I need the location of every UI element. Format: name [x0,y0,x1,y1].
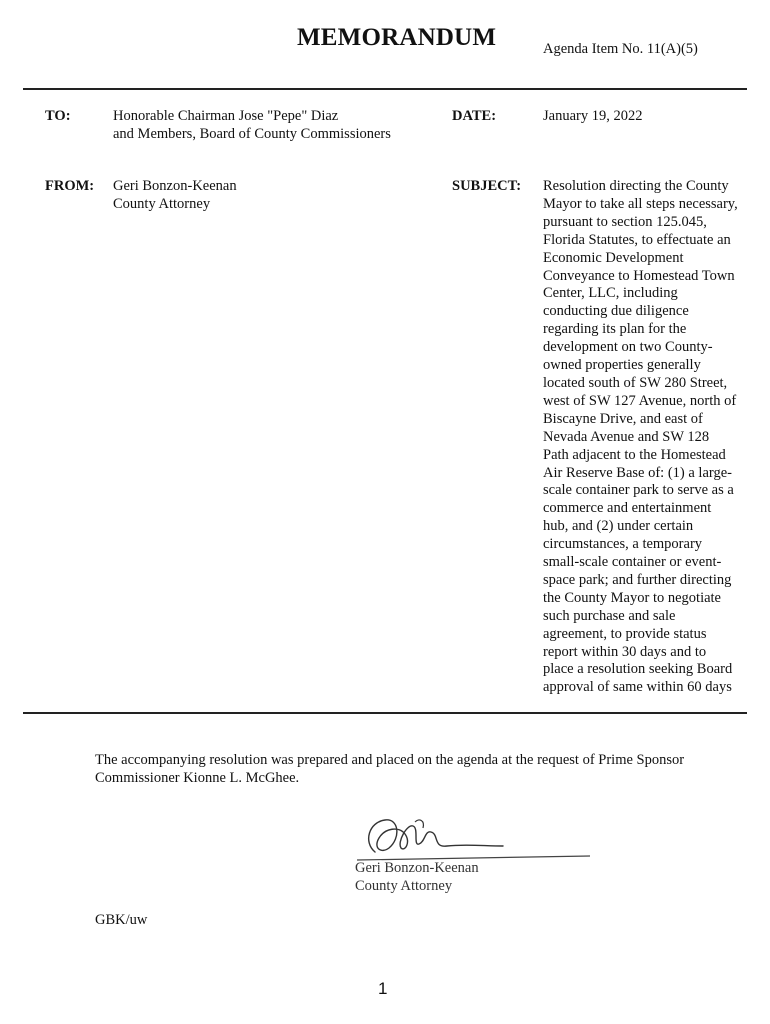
subject-label: SUBJECT: [452,178,522,194]
subject-line: Air Reserve Base of: (1) a large- [543,464,732,481]
subject-line: pursuant to section 125.045, [543,213,707,230]
subject-line: conducting due diligence [543,303,689,320]
from-sender [113,178,237,214]
subject-line: agreement, to provide status [543,625,707,642]
subject-line: the County Mayor to negotiate [543,589,721,606]
signer-title: County Attorney [355,878,453,894]
subject-line: such purchase and sale [543,607,676,624]
subject-line: scale container park to serve as a [543,482,734,499]
subject-line: Resolution directing the County [543,178,729,194]
subject-line: place a resolution seeking Board [543,661,733,678]
date-value: January 19, 2022 [543,108,643,124]
subject-line: Conveyance to Homestead Town [543,267,735,284]
subject-line: Biscayne Drive, and east of [543,410,703,427]
subject-line: Mayor to take all steps necessary, [543,195,738,212]
subject-text [543,178,753,697]
to-recipient [113,108,391,144]
agenda-item-number: Agenda Item No. 11(A)(5) [543,41,698,57]
signature-block [355,859,479,895]
initials: GBK/uw [95,912,148,928]
subject-line: circumstances, a temporary [543,536,703,553]
subject-divider [23,712,747,714]
header-divider [23,88,747,90]
page-number: 1 [378,979,388,998]
subject-line: hub, and (2) under certain [543,518,694,535]
signer-name: Geri Bonzon-Keenan [355,860,479,876]
date-label: DATE: [452,108,497,124]
handwritten-signature [355,812,595,864]
to-label: TO: [45,108,71,124]
subject-line: Center, LLC, including [543,285,678,302]
subject-line: Economic Development [543,249,684,266]
subject-line: development on two County- [543,339,713,356]
subject-line: report within 30 days and to [543,643,707,660]
subject-line: Nevada Avenue and SW 128 [543,428,710,445]
subject-line: owned properties generally [543,357,701,374]
body-line: Commissioner Kionne L. McGhee. [95,770,300,786]
subject-line: regarding its plan for the [543,321,687,338]
subject-line: Florida Statutes, to effectuate an [543,231,731,248]
subject-line: space park; and further directing [543,571,732,588]
body-paragraph [95,751,715,787]
subject-line: small-scale container or event- [543,554,722,571]
from-line: County Attorney [113,195,211,212]
subject-line: west of SW 127 Avenue, north of [543,392,737,409]
to-line: and Members, Board of County Commissioners [113,125,391,142]
from-label: FROM: [45,178,95,194]
from-line: Geri Bonzon-Keenan [113,178,237,194]
subject-line: commerce and entertainment [543,500,712,517]
subject-line: Path adjacent to the Homestead [543,446,726,463]
memo-title: MEMORANDUM [297,24,497,51]
subject-line: approval of same within 60 days [543,679,732,696]
to-line: Honorable Chairman Jose "Pepe" Diaz [113,108,339,124]
subject-line: located south of SW 280 Street, [543,374,728,391]
body-line: The accompanying resolution was prepared and placed on the agenda at the request of Prime Sponsor [95,752,685,768]
